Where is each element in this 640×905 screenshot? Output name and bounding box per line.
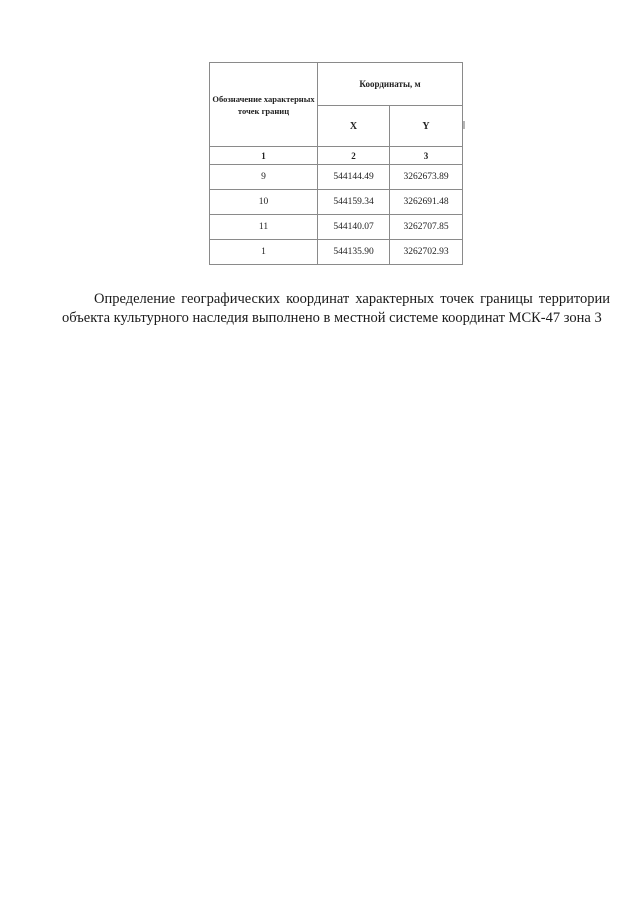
y-value: 3262691.48 (390, 190, 463, 215)
table-row (210, 240, 463, 265)
x-value: 544135.90 (318, 240, 390, 265)
y-value: 3262707.85 (390, 215, 463, 240)
column-number-row (210, 147, 463, 165)
x-value: 544159.34 (318, 190, 390, 215)
point-number: 9 (210, 165, 318, 190)
y-value: 3262673.89 (390, 165, 463, 190)
header-y: Y (390, 106, 463, 147)
point-number: 11 (210, 215, 318, 240)
point-number: 1 (210, 240, 318, 265)
column-number: 2 (318, 147, 390, 165)
body-paragraph: Определение географических координат характерных точек границы территории объекта культурного наследия выполнено в местной системе координат МСК-47 зона 3 (62, 291, 610, 326)
column-number: 1 (210, 147, 318, 165)
table-row (210, 215, 463, 240)
coordinates-table (209, 62, 463, 265)
scan-mark (463, 121, 465, 129)
x-value: 544144.49 (318, 165, 390, 190)
header-coordinates: Координаты, м (318, 63, 463, 106)
table-row (210, 165, 463, 190)
x-value: 544140.07 (318, 215, 390, 240)
table-row (210, 190, 463, 215)
y-value: 3262702.93 (390, 240, 463, 265)
point-number: 10 (210, 190, 318, 215)
header-point-designation: Обозначение характерных точек границ (210, 63, 318, 147)
header-x: X (318, 106, 390, 147)
column-number: 3 (390, 147, 463, 165)
